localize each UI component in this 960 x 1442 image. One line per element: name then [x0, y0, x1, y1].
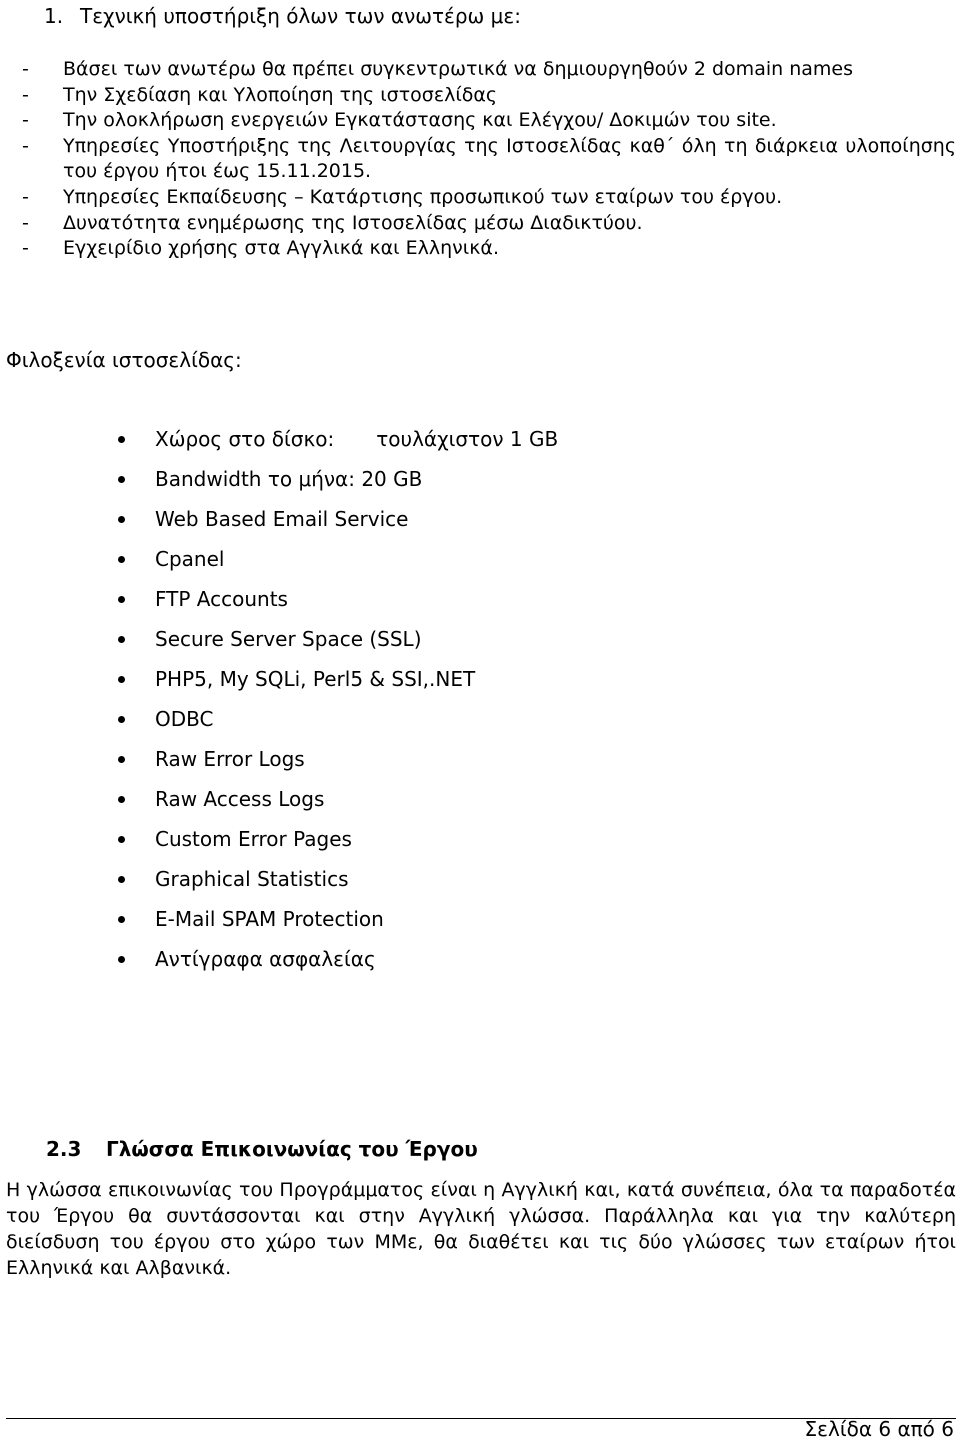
list-item [118, 866, 558, 906]
list-item [22, 134, 956, 185]
feature-label: Raw Error Logs [155, 747, 305, 771]
bullet-icon [118, 756, 125, 763]
feature-label: FTP Accounts [155, 587, 288, 611]
list-item [118, 546, 558, 586]
list-item [118, 746, 558, 786]
feature-label: Cpanel [155, 547, 225, 571]
bullet-icon [118, 956, 125, 963]
list-item [118, 506, 558, 546]
bullet-icon [118, 476, 125, 483]
list-item [22, 236, 956, 262]
list-item [118, 786, 558, 826]
bullet-icon [118, 876, 125, 883]
list-item [22, 185, 956, 211]
feature-label: PHP5, My SQLi, Perl5 & SSI,.NET [155, 667, 476, 691]
bullet-icon [118, 636, 125, 643]
feature-label: Graphical Statistics [155, 867, 349, 891]
section-heading-1 [44, 4, 521, 28]
body-paragraph: Η γλώσσα επικοινωνίας του Προγράμματος είναι η Αγγλική και, κατά συνέπεια, όλα τα παραδοτέα του Έργου θα συντάσσονται και στην Αγγλική γλώσσα. Παράλληλα και για την καλύτερη διείσδυση του έργου στο χώρο των ΜΜε, θα διαθέτει και τις δύο γλώσσες των εταίρων ήτοι Ελληνικά και Αλβανικά. [6, 1179, 956, 1279]
feature-label: Bandwidth το μήνα: 20 GB [155, 467, 423, 491]
list-item [118, 626, 558, 666]
page-number: Σελίδα 6 από 6 [804, 1417, 954, 1441]
feature-value: τουλάχιστον 1 GB [376, 427, 559, 451]
feature-label: Raw Access Logs [155, 787, 325, 811]
list-item [118, 906, 558, 946]
list-item-text: Εγχειρίδιο χρήσης στα Αγγλικά και Ελληνικά. [63, 237, 499, 260]
list-item [118, 666, 558, 706]
dash-marker: - [22, 109, 29, 132]
feature-label: Web Based Email Service [155, 507, 409, 531]
section-number: 2.3 [46, 1137, 82, 1161]
section-number: 1. [44, 4, 64, 28]
dash-list [22, 57, 956, 262]
feature-label: E-Mail SPAM Protection [155, 907, 384, 931]
dash-marker: - [22, 134, 29, 157]
list-item-text: Υπηρεσίες Υποστήριξης της Λειτουργίας της Ιστοσελίδας καθ΄ όλη τη διάρκεια υλοποίησης του έργου ήτοι έως 15.11.2015. [63, 134, 956, 183]
list-item [22, 108, 956, 134]
bullet-icon [118, 716, 125, 723]
dash-marker: - [22, 58, 29, 80]
bullet-icon [118, 596, 125, 603]
feature-label: ODBC [155, 707, 214, 731]
feature-label: Custom Error Pages [155, 827, 352, 851]
hosting-title: Φιλοξενία ιστοσελίδας: [6, 348, 242, 372]
feature-label: Αντίγραφα ασφαλείας [155, 947, 376, 971]
list-item [118, 466, 558, 506]
section-title: Τεχνική υποστήριξη όλων των ανωτέρω με: [80, 4, 521, 28]
feature-label: Secure Server Space (SSL) [155, 627, 422, 651]
list-item [118, 946, 558, 986]
hosting-feature-list [118, 426, 558, 986]
bullet-icon [118, 556, 125, 563]
list-item [118, 586, 558, 626]
dash-marker: - [22, 185, 29, 208]
bullet-icon [118, 916, 125, 923]
list-item [22, 211, 956, 237]
bullet-icon [118, 676, 125, 683]
section-heading-2 [46, 1136, 478, 1162]
section-title: Γλώσσα Επικοινωνίας του Έργου [106, 1137, 478, 1161]
list-item [22, 57, 956, 83]
bullet-icon [118, 796, 125, 803]
list-item-text: Βάσει των ανωτέρω θα πρέπει συγκεντρωτικά να δημιουργηθούν 2 domain names [63, 58, 853, 80]
bullet-icon [118, 436, 125, 443]
list-item [118, 706, 558, 746]
list-item-text: Υπηρεσίες Εκπαίδευσης – Κατάρτισης προσωπικού των εταίρων του έργου. [63, 185, 783, 208]
list-item [22, 83, 956, 109]
bullet-icon [118, 516, 125, 523]
list-item-text: Την Σχεδίαση και Υλοποίηση της ιστοσελίδας [63, 83, 498, 106]
list-item [118, 426, 558, 466]
feature-label: Χώρος στο δίσκο: [155, 427, 335, 451]
dash-marker: - [22, 83, 29, 106]
dash-marker: - [22, 237, 29, 260]
bullet-icon [118, 836, 125, 843]
list-item-text: Δυνατότητα ενημέρωσης της Ιστοσελίδας μέσω Διαδικτύου. [63, 211, 643, 234]
list-item-text: Την ολοκλήρωση ενεργειών Εγκατάστασης και Ελέγχου/ Δοκιμών του site. [63, 109, 777, 132]
dash-marker: - [22, 211, 29, 234]
list-item [118, 826, 558, 866]
